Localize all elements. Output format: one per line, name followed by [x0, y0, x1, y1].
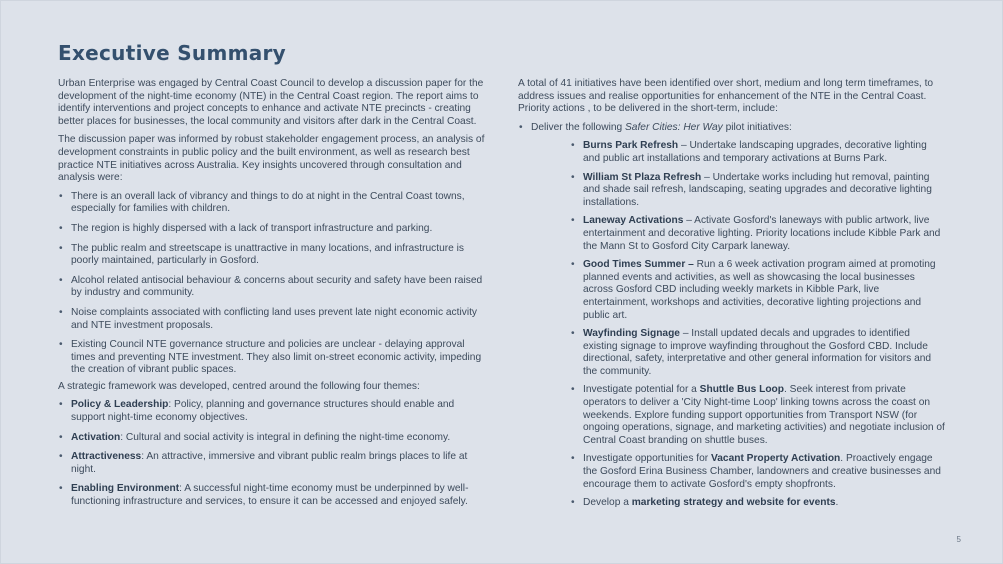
pilot-name: Wayfinding Signage	[583, 328, 680, 340]
themes-list	[58, 399, 486, 508]
shuttle-prefix: Investigate potential for a	[583, 384, 700, 396]
theme-name: Enabling Environment	[71, 483, 180, 495]
marketing-prefix: Develop a	[583, 497, 632, 509]
framework-paragraph: A strategic framework was developed, centred around the following four themes:	[58, 380, 420, 392]
page-title: Executive Summary	[58, 41, 287, 65]
pilot-name: William St Plaza Refresh	[583, 171, 702, 183]
pilot-text: – Install updated decals and upgrades to identified existing signage to improve wayfinding throughout the Gosford CBD. Include directional, safety, interpretative and other general information for visitors and the community.	[583, 328, 932, 377]
deliver-suffix: pilot initiatives:	[722, 121, 792, 133]
pilot-item	[570, 328, 946, 378]
theme-name: Attractiveness	[71, 451, 142, 463]
priority-action-item	[518, 122, 946, 510]
list-item: • There is an overall lack of vibrancy and things to do at night in the Central Coast towns, especially for families with children.	[58, 191, 486, 216]
pilot-item	[570, 259, 946, 322]
vacant-prefix: Investigate opportunities for	[583, 453, 711, 465]
right-column	[518, 78, 946, 517]
theme-name: Policy & Leadership	[71, 399, 169, 411]
theme-item	[58, 399, 486, 424]
theme-text: : A successful night-time economy must be underpinned by well-functioning infrastructure and services, to ensure it can be accessed and enjoyed safely.	[71, 483, 469, 508]
marketing-suffix: .	[835, 497, 839, 509]
deliver-prefix: Deliver the following	[531, 121, 625, 133]
pilot-initiatives-list	[570, 140, 946, 509]
intro-paragraph: Urban Enterprise was engaged by Central Coast Council to develop a discussion paper for the development of the night-time economy (NTE) in the Central Coast region. The report aims to identify interventions and project concepts to enhance and activate NTE precincts - creating better places for businesses, the local community and visitors after dark in the Central Coast.	[58, 78, 484, 127]
pilot-name: Good Times Summer –	[583, 259, 694, 271]
insights-list	[58, 191, 486, 377]
pilot-text: – Undertake landscaping upgrades, decorative lighting and public art installations and temporary activations at Burns Park.	[583, 140, 927, 164]
pilot-name: Laneway Activations	[583, 215, 684, 227]
theme-item	[58, 432, 486, 445]
pilot-item	[570, 497, 946, 510]
pilot-text: – Activate Gosford's laneways with public artwork, live entertainment and decorative lighting. Priority locations include Kibble Park and the Mann St to Gosford City Carpark laneway.	[583, 215, 941, 252]
list-item: • The region is highly dispersed with a lack of transport infrastructure and parking.	[58, 223, 486, 236]
program-name: Safer Cities: Her Way	[625, 121, 723, 133]
shuttle-text: . Seek interest from private operators to deliver a 'City Night-time Loop' linking towns across the coast on weekends. Explore funding support opportunities from Transport NSW (for ongoing operations, signage, and marketing activities) and negotiate inclusion of Central Coast branding on shuttle buses.	[583, 384, 945, 446]
initiatives-paragraph: A total of 41 initiatives have been identified over short, medium and long term timeframes, to address issues and realise opportunities for enhancement of the NTE in the Central Coast. Priority actions , to be delivered in the short-term, include:	[518, 78, 934, 115]
pilot-item	[570, 172, 946, 210]
theme-item	[58, 451, 486, 476]
list-item: • The public realm and streetscape is unattractive in many locations, and infrastructure is poorly maintained, particularly in Gosford.	[58, 243, 486, 268]
pilot-item	[570, 384, 946, 447]
theme-text: : An attractive, immersive and vibrant public realm brings places to life at night.	[71, 451, 468, 475]
theme-name: Activation	[71, 431, 121, 443]
shuttle-name: Shuttle Bus Loop	[699, 384, 784, 396]
engagement-paragraph: The discussion paper was informed by robust stakeholder engagement process, an analysis of development constraints in public policy and the built environment, as well as research best practice NTE initiatives across Australia. Key insights uncovered through consultation and analysis were:	[58, 134, 485, 184]
page-number: 5	[956, 535, 961, 544]
left-column	[58, 78, 486, 516]
theme-text: : Cultural and social activity is integral in defining the night-time economy.	[120, 431, 451, 443]
vacant-text: . Proactively engage the Gosford Erina Business Chamber, landowners and creative businesses and encourage them to activate Gosford's empty shopfronts.	[583, 453, 941, 490]
list-item: • Noise complaints associated with conflicting land uses prevent late night economic activity and NTE investment proposals.	[58, 307, 486, 332]
vacant-name: Vacant Property Activation	[711, 453, 841, 465]
pilot-item	[570, 215, 946, 253]
list-item: • Existing Council NTE governance structure and policies are unclear - delaying approval times and preventing NTE investment. They also limit on-street economic activity, impeding the creation of vibrant public spaces.	[58, 339, 486, 377]
pilot-item	[570, 453, 946, 491]
priority-actions-list	[518, 122, 946, 510]
pilot-name: Burns Park Refresh	[583, 140, 679, 152]
theme-text: : Policy, planning and governance structures should enable and support night-time economy objectives.	[71, 399, 455, 424]
pilot-item	[570, 140, 946, 165]
pilot-text: – Undertake works including hut removal, painting and shade sail refresh, landscaping, seating upgrades and decorative lighting installations.	[583, 171, 932, 208]
list-item: • Alcohol related antisocial behaviour & concerns about security and safety have been raised by industry and community.	[58, 275, 486, 300]
marketing-name: marketing strategy and website for events	[631, 497, 836, 509]
theme-item	[58, 483, 486, 508]
pilot-text: Run a 6 week activation program aimed at promoting planned events and activities, as well as showcasing the local businesses across Gosford CBD including weekly markets in Kibble Park, live entertainment, workshops and activities, decorative lighting projections and public art.	[583, 259, 936, 321]
